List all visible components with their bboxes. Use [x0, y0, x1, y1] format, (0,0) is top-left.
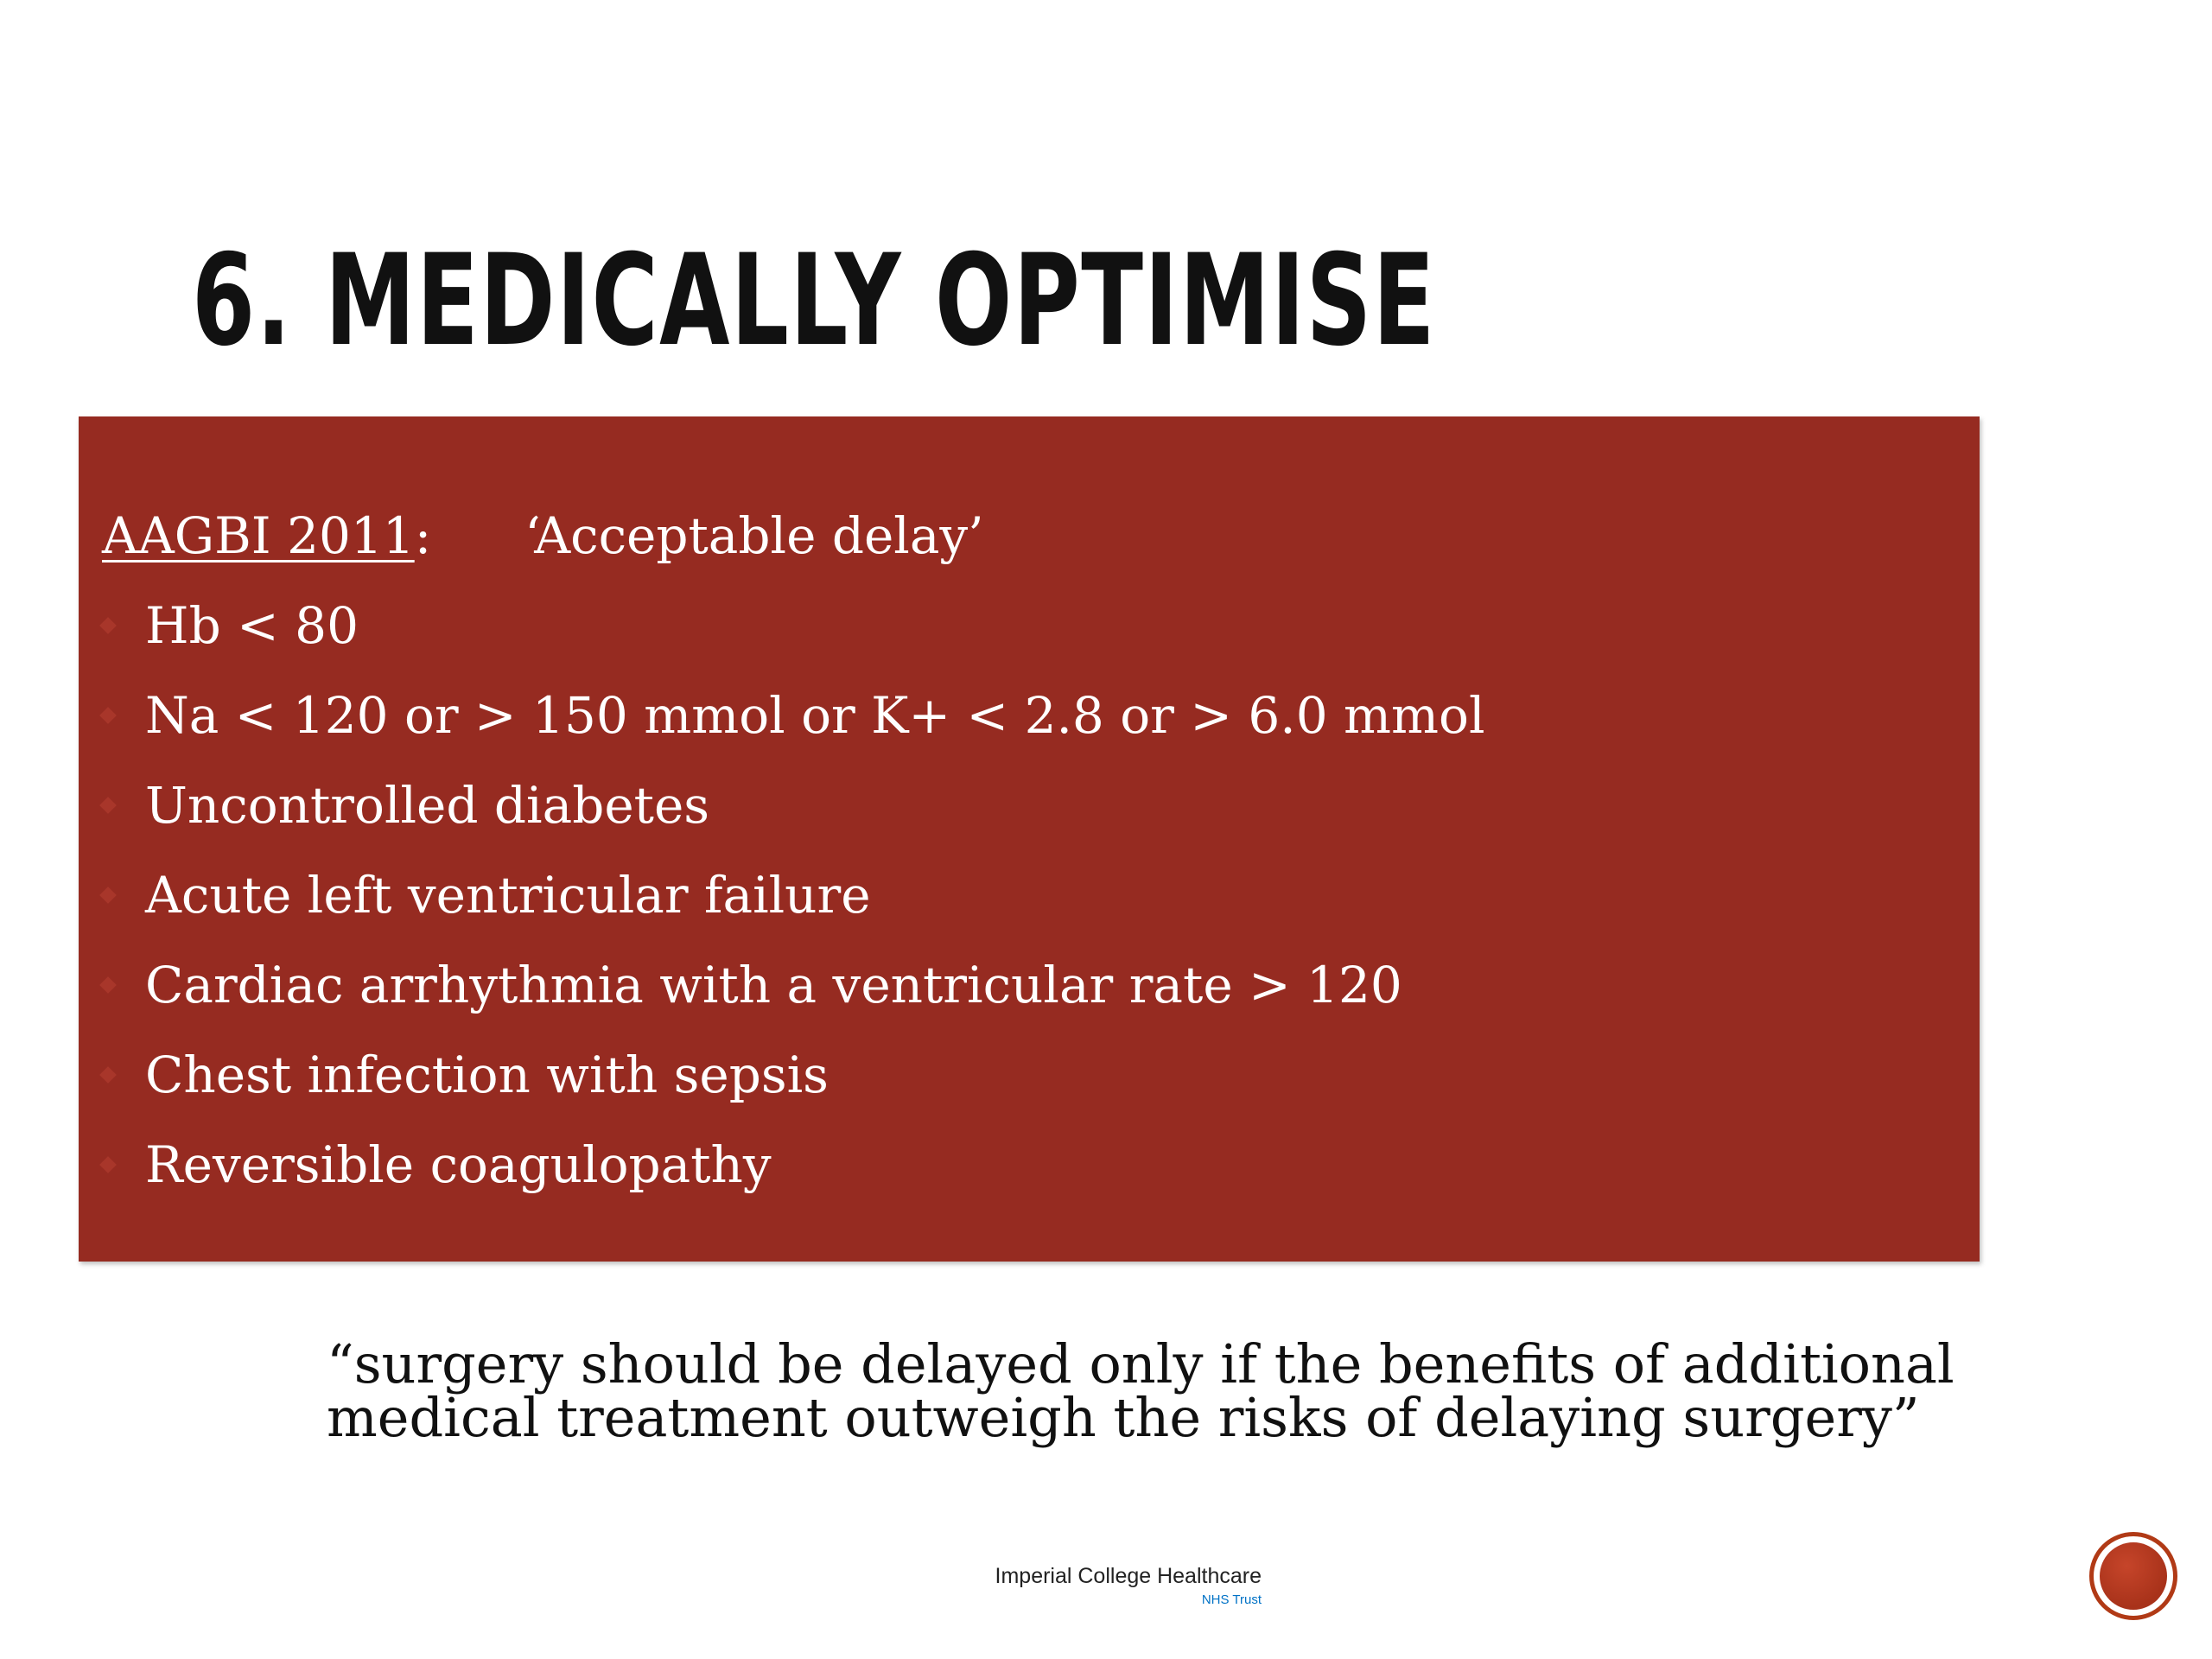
diamond-bullet-icon	[99, 1156, 117, 1173]
circle-button-fill	[2100, 1542, 2167, 1610]
diamond-bullet-icon	[99, 1066, 117, 1084]
list-item-text: Na < 120 or > 150 mmol or K+ < 2.8 or > 6.0 mmol	[145, 686, 1485, 745]
list-item-text: Acute left ventricular failure	[145, 866, 871, 925]
quote-line-1: “surgery should be delayed only if the benefits of additional	[327, 1332, 1955, 1395]
list-item-text: Cardiac arrhythmia with a ventricular rate > 120	[145, 956, 1402, 1014]
footer-logo	[968, 1564, 1262, 1607]
list-item	[102, 760, 1485, 850]
diamond-bullet-icon	[99, 976, 117, 994]
panel-heading	[102, 501, 984, 570]
criteria-list	[102, 581, 1485, 1210]
heading-text: ‘Acceptable delay’	[524, 506, 984, 565]
logo-org-name: Imperial College Healthcare	[995, 1564, 1262, 1588]
list-item-text: Hb < 80	[145, 596, 359, 655]
list-item-text: Reversible coagulopathy	[145, 1135, 772, 1194]
list-item-text: Uncontrolled diabetes	[145, 776, 710, 835]
slide-title: 6. MEDICALLY OPTIMISE	[192, 227, 1436, 374]
source-reference: AAGBI 2011	[102, 506, 415, 565]
diamond-bullet-icon	[99, 617, 117, 634]
quote-line-2: medical treatment outweigh the risks of delaying surgery”	[327, 1386, 1920, 1449]
list-item	[102, 671, 1485, 760]
list-item	[102, 581, 1485, 671]
list-item	[102, 940, 1485, 1030]
list-item	[102, 850, 1485, 940]
circle-button-icon[interactable]	[2089, 1532, 2177, 1620]
list-item	[102, 1120, 1485, 1210]
logo-subtitle: NHS Trust	[1201, 1592, 1262, 1607]
heading-colon: :	[414, 506, 432, 565]
diamond-bullet-icon	[99, 887, 117, 904]
list-item	[102, 1030, 1485, 1120]
diamond-bullet-icon	[99, 707, 117, 724]
quote-block	[327, 1332, 2124, 1449]
diamond-bullet-icon	[99, 797, 117, 814]
list-item-text: Chest infection with sepsis	[145, 1046, 829, 1104]
